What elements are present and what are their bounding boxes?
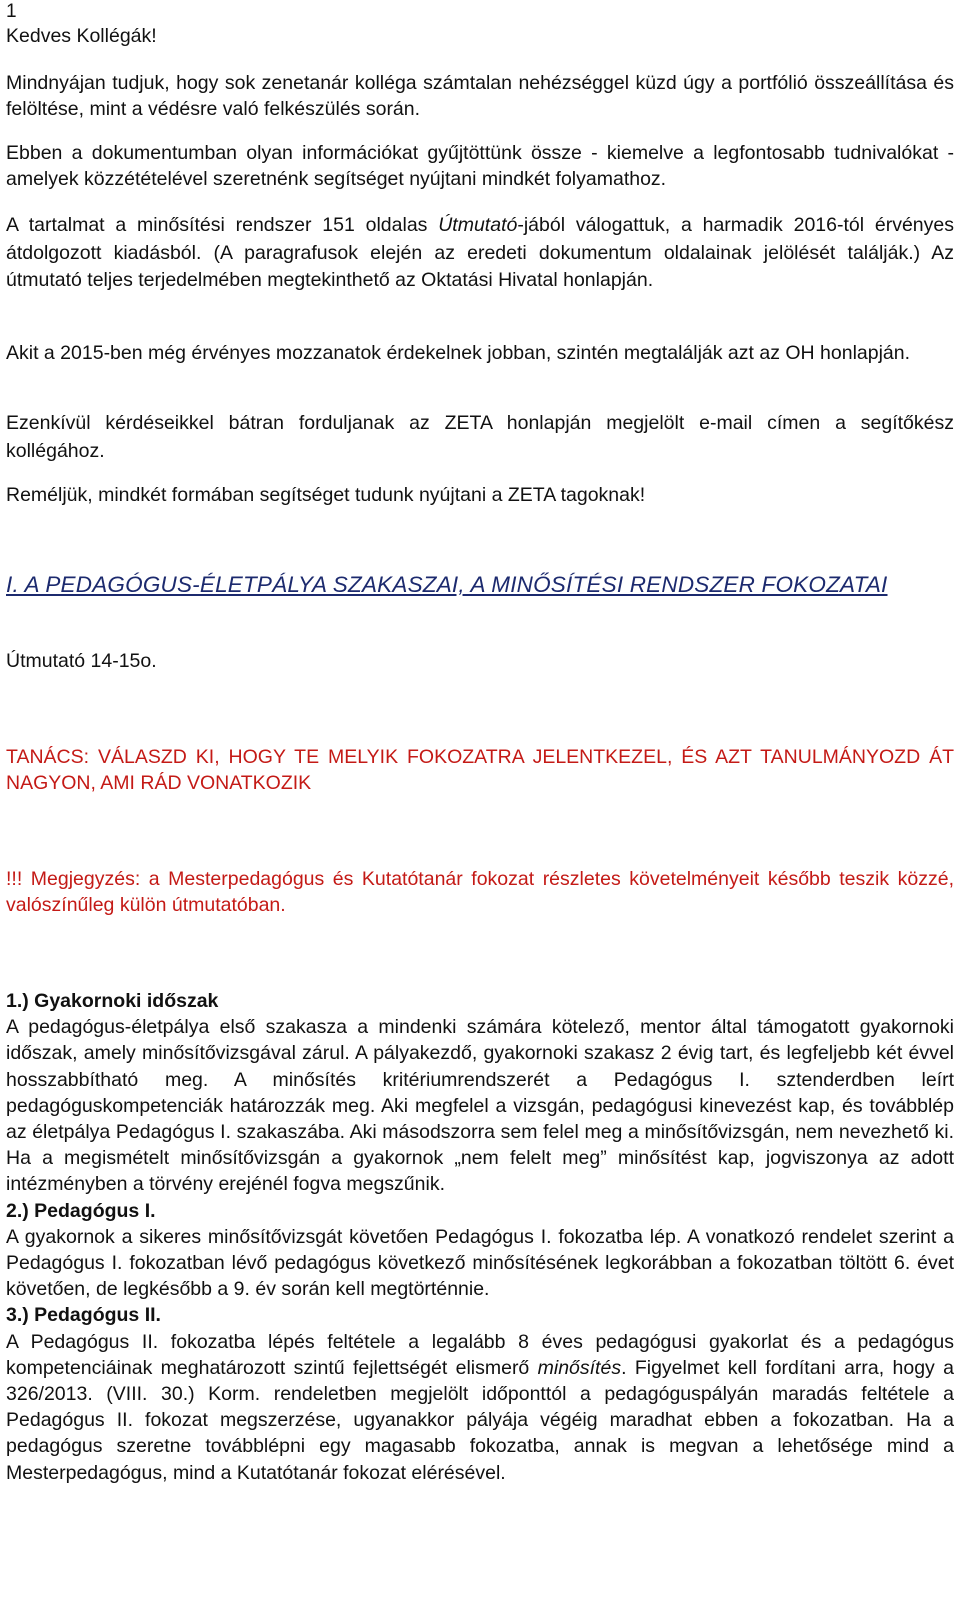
advice-text: TANÁCS: VÁLASZD KI, HOGY TE MELYIK FOKOZATRA JELENTKEZEL, ÉS AZT TANULMÁNYOZD ÁT NAGYON, AMI RÁD VONATKOZIK	[6, 746, 954, 795]
stage-title: 3.) Pedagógus II.	[6, 1304, 161, 1327]
stage-text: A gyakornok a sikeres minősítővizsgát követően Pedagógus I. fokozatba lép. A vonatkozó rendelet szerint a Pedagógus I. fokozatban lévő pedagógus következő minősítésének legkorábban a fokozatban töltött 6. évet követően, de legkésőbb a 9. év során kell megtörténnie.	[6, 1225, 954, 1301]
stage-text: A Pedagógus II. fokozatba lépés feltétele a legalább 8 éves pedagógusi gyakorlat és a pedagógus kompetenciáinak meghatározott szintű fejlettségét elismerő minősítés. Figyelmet kell fordítani arra, hogy a 326/2013. (VIII. 30.) Korm. rendeletben megjelölt időponttól a pedagóguspályán maradás feltétele a Pedagógus II. fokozat megszerzése, ugyanakkor pályája végéig maradhat ebben a fokozatban. Ha a pedagógus szeretne továbblépni egy magasabb fokozatba, annak is megvan a lehetősége mind a Mesterpedagógus, mind a Kutatótanár fokozat elérésével.	[6, 1330, 954, 1484]
intro-paragraph-1: Mindnyájan tudjuk, hogy sok zenetanár kolléga számtalan nehézséggel küzd úgy a portfólió összeállítása és felöltése, mint a védésre való felkészülés során.	[6, 72, 954, 121]
source-text-after: -jából válogattuk, a harmadik 2016-tól érvényes átdolgozott kiadásból. (A paragrafusok elején az eredeti dokumentum oldalainak jelölését találják.) Az útmutató teljes terjedelmében megtekinthető az Oktatási Hivatal honlapján.	[6, 214, 954, 291]
source-paragraph	[6, 212, 954, 295]
paragraph-hope: Reméljük, mindkét formában segítséget tudunk nyújtani a ZETA tagoknak!	[6, 484, 646, 506]
greeting: Kedves Kollégák!	[6, 25, 157, 47]
page-number: 1	[6, 1, 17, 22]
note-text: !!! Megjegyzés: a Mesterpedagógus és Kutatótanár fokozat részletes követelményeit később teszik közzé, valószínűleg külön útmutatóban.	[6, 868, 954, 917]
stage-text: A pedagógus-életpálya első szakasza a mindenki számára kötelező, mentor által támogatott gyakornoki időszak, amely minősítővizsgával zárul. A pályakezdő, gyakornoki szakasz 2 évig tart, és legfeljebb két évvel hosszabbítható meg. A minősítés kritériumrendszerét a Pedagógus I. sztenderdben leírt pedagóguskompetenciák határozzák meg. Aki megfelel a vizsgán, pedagógusi kinevezést kap, és továbblép az életpálya Pedagógus I. szakaszába. Aki másodszorra sem felel meg a minősítővizsgán, nem nevezhető ki. Ha a megismételt minősítővizsgán a gyakornok „nem felelt meg” minősítést kap, jogviszonya az adott intézményben a törvény erejénél fogva megszűnik.	[6, 1016, 954, 1196]
guide-title: Útmutató	[438, 214, 518, 236]
stages-section	[6, 988, 954, 1486]
stage-title: 2.) Pedagógus I.	[6, 1199, 156, 1222]
section-reference: Útmutató 14-15o.	[6, 650, 157, 672]
stage-title: 1.) Gyakornoki időszak	[6, 990, 219, 1012]
paragraph-2015: Akit a 2015-ben még érvényes mozzanatok érdekelnek jobban, szintén megtalálják azt az OH honlapján.	[6, 342, 911, 364]
intro-paragraph-2: Ebben a dokumentumban olyan információkat gyűjtöttünk össze - kiemelve a legfontosabb tudnivalókat - amelyek közzétételével szeretnénk segítséget nyújtani mindkét folyamathoz.	[6, 142, 954, 191]
section-heading[interactable]: I. A PEDAGÓGUS-ÉLETPÁLYA SZAKASZAI, A MINŐSÍTÉSI RENDSZER FOKOZATAI	[6, 572, 888, 597]
paragraph-questions: Ezenkívül kérdéseikkel bátran forduljanak az ZETA honlapján megjelölt e-mail címen a segítőkész kollégához.	[6, 412, 954, 462]
source-text-before: A tartalmat a minősítési rendszer 151 oldalas	[6, 214, 439, 236]
